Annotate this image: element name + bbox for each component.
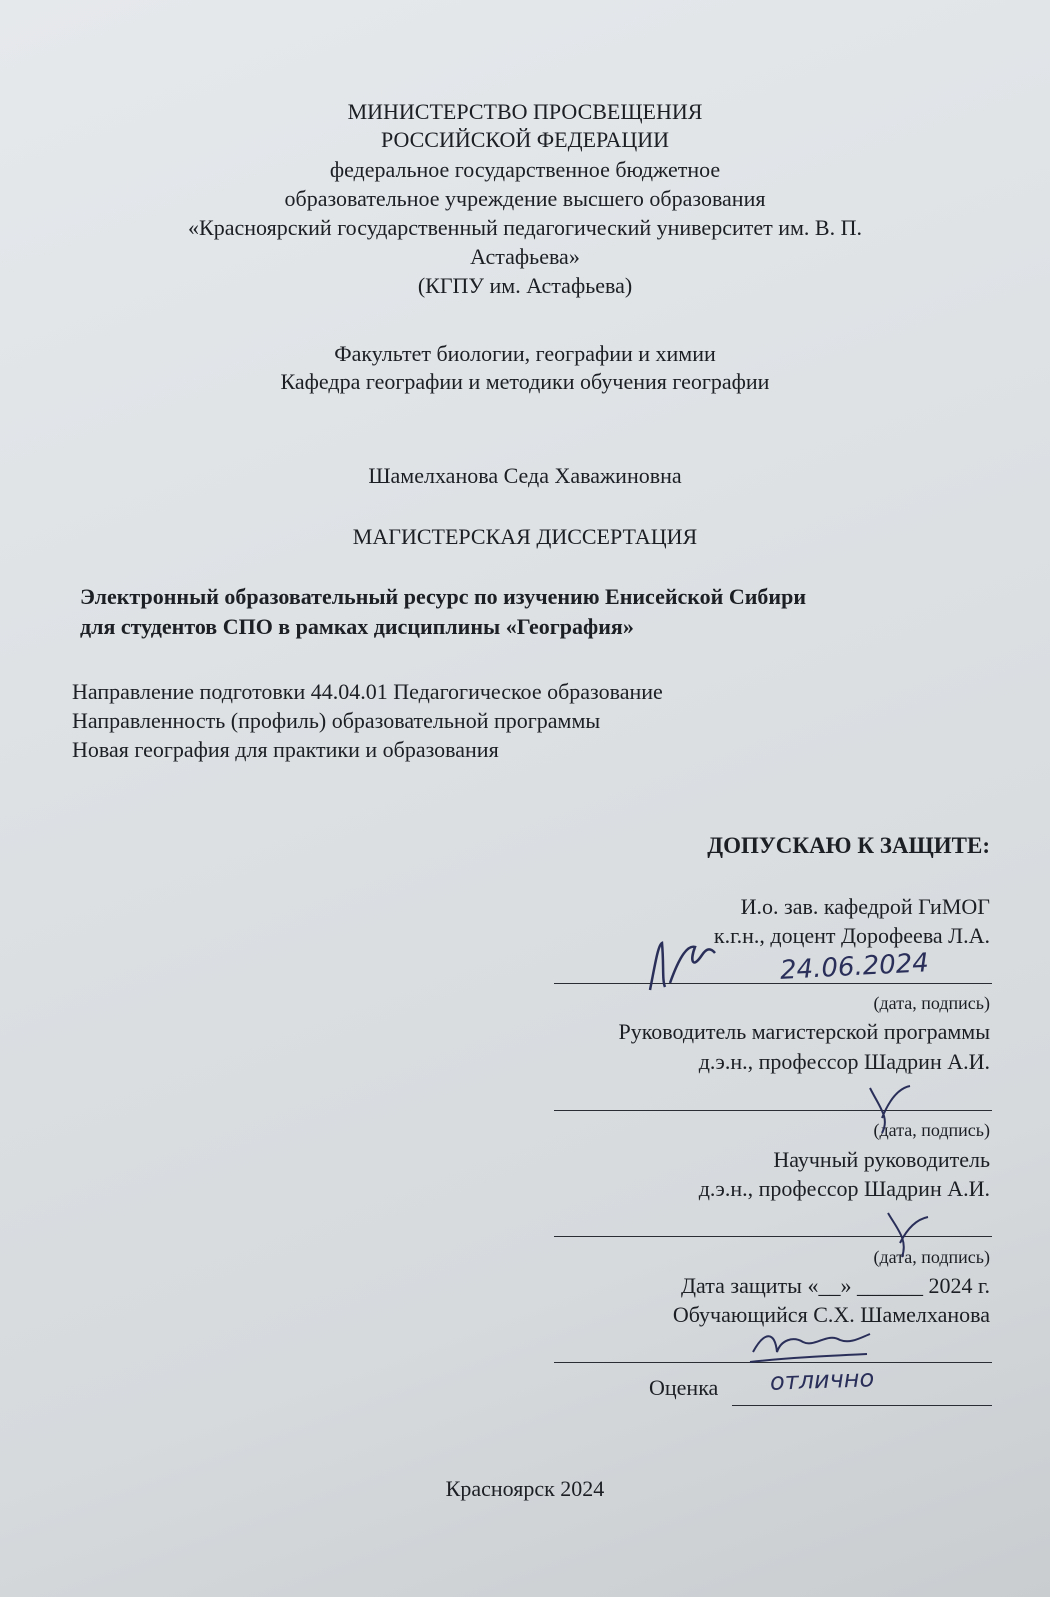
supervisor-title: Научный руководитель <box>773 1147 990 1172</box>
program-profile-line-1: Направленность (профиль) образовательной программы <box>72 708 601 733</box>
handwritten-grade: отлично <box>769 1364 875 1396</box>
date-signature-hint: (дата, подпись) <box>873 1120 990 1140</box>
signature-line <box>554 1362 992 1363</box>
date-signature-hint: (дата, подпись) <box>873 1247 990 1267</box>
thesis-title-line-1: Электронный образовательный ресурс по изучению Енисейской Сибири <box>80 584 806 609</box>
ministry-line-2: РОССИЙСКОЙ ФЕДЕРАЦИИ <box>380 127 670 152</box>
institution-line-2: образовательное учреждение высшего образования <box>284 186 766 211</box>
city-year: Красноярск 2024 <box>445 1476 605 1501</box>
date-signature-hint: (дата, подпись) <box>873 993 990 1013</box>
signature-line <box>554 983 992 984</box>
faculty: Факультет биологии, географии и химии <box>334 341 716 366</box>
supervisor-name: д.э.н., профессор Шадрин А.И. <box>698 1176 990 1201</box>
grade-label: Оценка <box>649 1375 719 1400</box>
signature-line <box>554 1236 992 1237</box>
signature-student-icon <box>745 1322 875 1377</box>
institution-line-4: Астафьева» <box>470 244 580 269</box>
head-of-department-title: И.о. зав. кафедрой ГиМОГ <box>740 894 990 919</box>
handwritten-date: 24.06.2024 <box>779 948 930 986</box>
defense-date: Дата защиты «__» ______ 2024 г. <box>681 1273 990 1298</box>
head-of-department-name: к.г.н., доцент Дорофеева Л.А. <box>713 923 990 948</box>
program-head-name: д.э.н., профессор Шадрин А.И. <box>698 1049 990 1074</box>
student-name: Обучающийся С.Х. Шамелханова <box>672 1302 990 1327</box>
document-type: МАГИСТЕРСКАЯ ДИССЕРТАЦИЯ <box>352 524 698 549</box>
institution-line-1: федеральное государственное бюджетное <box>329 157 721 182</box>
author-name: Шамелханова Седа Хаважиновна <box>368 463 682 488</box>
study-direction: Направление подготовки 44.04.01 Педагогическое образование <box>72 679 663 704</box>
institution-short-name: (КГПУ им. Астафьева) <box>417 273 633 298</box>
department: Кафедра географии и методики обучения географии <box>280 369 770 394</box>
grade-line <box>732 1405 992 1406</box>
program-profile-line-2: Новая география для практики и образования <box>72 737 499 762</box>
program-head-title: Руководитель магистерской программы <box>618 1019 990 1044</box>
institution-line-3: «Красноярский государственный педагогический университет им. В. П. <box>188 215 862 240</box>
admit-to-defense: ДОПУСКАЮ К ЗАЩИТЕ: <box>707 833 990 858</box>
signature-line <box>554 1110 992 1111</box>
thesis-title-line-2: для студентов СПО в рамках дисциплины «География» <box>80 614 634 639</box>
ministry-line-1: МИНИСТЕРСТВО ПРОСВЕЩЕНИЯ <box>347 99 703 124</box>
